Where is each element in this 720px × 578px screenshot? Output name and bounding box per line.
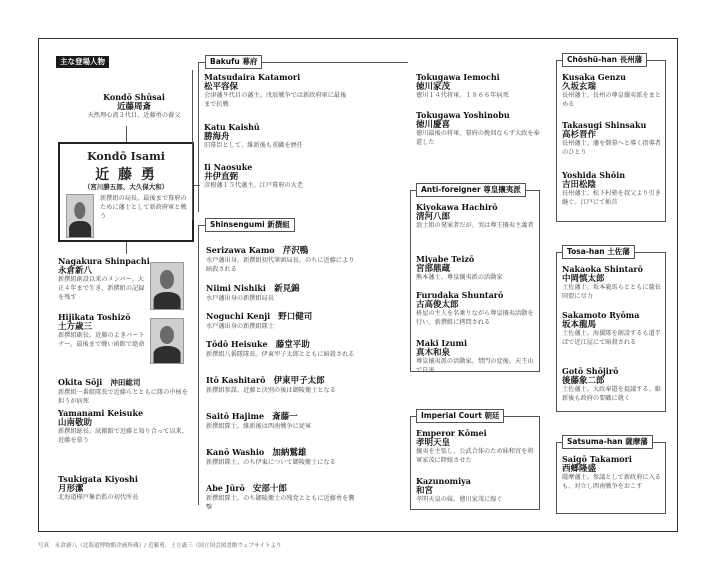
name-jp: 沖田総司 xyxy=(110,378,141,387)
name-en: Noguchi Kenji xyxy=(206,311,271,321)
bakufu-tag: Bakufu 幕府 xyxy=(205,55,262,69)
name-jp: 清河八郎 xyxy=(416,212,451,222)
name-en: Saigō Takamori xyxy=(562,454,632,464)
anti-foreigner-tag: Anti-foreigner 尊皇攘夷派 xyxy=(416,183,526,197)
name-jp: 後藤象二郎 xyxy=(562,376,605,386)
name-jp: 藤堂平助 xyxy=(275,340,310,350)
person-niimi xyxy=(206,276,356,304)
person-takasugi xyxy=(562,120,662,158)
name-en: Saitō Hajime xyxy=(206,411,265,421)
name-en: Kanō Washio xyxy=(206,447,265,457)
name-jp: 松平容保 xyxy=(204,82,239,92)
description: 新撰組創設以来のメンバー。大正４年まで生き、新撰組の記録を残す xyxy=(58,276,145,301)
person-komei xyxy=(416,428,536,466)
imperial-tag: Imperial Court 朝廷 xyxy=(416,409,504,423)
person-kano xyxy=(206,440,356,468)
description: 北海道樺戸集治監の初代所長 xyxy=(58,494,139,501)
description: 土佐藩士。坂本龍馬らとともに薩長同盟に尽力 xyxy=(562,284,661,300)
description: 土佐藩士。海援隊を創設するも道半ばで近江屋にて暗殺される xyxy=(562,330,661,346)
main-characters-label: 主な登場人物 xyxy=(56,56,109,68)
description: 浪士組の発案者だが、実は尊王攘夷主義者 xyxy=(416,222,534,229)
name-jp: 孝明天皇 xyxy=(416,438,451,448)
name-en: Furudaka Shuntarō xyxy=(416,290,504,300)
description: 新撰組総長。試衛館で近藤と知り合って以来、近藤を慕う xyxy=(58,428,188,444)
name-jp: 宮部鼎蔵 xyxy=(416,264,451,274)
person-abe xyxy=(206,476,356,513)
name-jp: 勝海舟 xyxy=(204,132,230,142)
photo-credit-caption: 写真 永倉新八（北海道博物館企画所蔵）/ 近藤勇、土方歳三（国立国会図書館ウェブサイトより xyxy=(38,543,282,549)
name-jp: 徳川家茂 xyxy=(416,82,451,92)
description: 水戸藩出身の新撰組隊士 xyxy=(206,323,275,330)
description: 徳川最後の将軍。幕府の挽回ならず大政を奉還した xyxy=(416,130,540,146)
description: 薩摩藩士。参議として新政府に入るも、対立し西南戦争をおこす xyxy=(562,474,661,490)
satsuma-tag: Satsuma-han 薩摩藩 xyxy=(562,435,653,449)
name-jp: 真木和泉 xyxy=(416,348,451,358)
name-jp: 坂本龍馬 xyxy=(562,320,597,330)
person-serizawa xyxy=(206,238,356,275)
name-en: Tsukigata Kiyoshi xyxy=(58,474,138,484)
description: 新撰組隊士。のち御陵衛士の残党とともに近藤勇を襲撃 xyxy=(206,495,355,511)
name-en: Takasugi Shinsaku xyxy=(562,120,647,130)
description: 旧幕臣として、維新後も重職を歴任 xyxy=(204,142,303,149)
isami-desc: 新撰組の局長。最後まで幕府のために藩士として新政府軍と戦う xyxy=(100,195,187,220)
person-kusaka xyxy=(562,72,662,110)
description: 長州藩士。長州の尊皇攘夷派をまとめる xyxy=(562,92,661,108)
name-en: Kazunomiya xyxy=(416,476,471,486)
person-nakaoka xyxy=(562,264,662,302)
person-yoshida xyxy=(562,170,662,208)
name-en: Niimi Nishiki xyxy=(206,283,266,293)
person-todo xyxy=(206,332,356,360)
name-jp: 月形潔 xyxy=(58,484,84,494)
person-nagakura xyxy=(58,256,148,302)
name-en: Serizawa Kamo xyxy=(206,245,275,255)
name-en: Kondō Shūsai xyxy=(103,92,165,102)
description: 新撰組参謀。近藤と決別の後は御陵衛士となる xyxy=(206,387,336,394)
name-en: Okita Sōji xyxy=(58,377,103,387)
name-jp: 土方歳三 xyxy=(58,322,93,332)
description: 長州藩士。松下村塾を叔父より引き継ぐ。江戸にて斬首 xyxy=(562,190,661,206)
person-ito xyxy=(206,368,356,396)
name-en: Kiyokawa Hachirō xyxy=(416,202,498,212)
description: 新撰組一番組隊長で近藤らとともに隊の中核を担うが病死 xyxy=(58,389,188,405)
name-en: Tokugawa Yoshinobu xyxy=(416,110,510,120)
person-saito xyxy=(206,404,356,432)
description: 尊皇攘夷派の活動家。禁門の変後、天王山で自害 xyxy=(416,358,534,374)
description: 新撰組隊士。維新後は西南戦争に従軍 xyxy=(206,423,312,430)
isami-name-jp: 近 藤 勇 xyxy=(95,167,157,183)
name-en: Matsudaira Katamori xyxy=(204,72,301,82)
name-jp: 和宮 xyxy=(416,486,434,496)
name-jp: 伊東甲子太郎 xyxy=(273,376,325,386)
description: 新撰組副長。近藤のよきパートナー。最後まで戦い函館で絶命 xyxy=(58,332,145,348)
person-miyabe xyxy=(416,254,536,283)
name-en: Maki Izumi xyxy=(416,338,468,348)
name-en: Ii Naosuke xyxy=(204,162,253,172)
tosa-tag: Tosa-han 土佐藩 xyxy=(562,245,635,259)
name-en: Gotō Shōjirō xyxy=(562,366,619,376)
name-en: Emperor Kōmei xyxy=(416,428,487,438)
name-en: Yoshida Shōin xyxy=(562,170,626,180)
description: 攘夷を主張し、公武合体のため妹和宮を将軍家茂に降嫁させた xyxy=(416,448,534,464)
name-jp: 井伊直弼 xyxy=(204,172,239,182)
name-en: Hijikata Toshizō xyxy=(58,312,131,322)
person-yoshinobu xyxy=(416,110,542,148)
name-jp: 高杉晋作 xyxy=(562,130,597,140)
person-hijikata xyxy=(58,312,148,350)
description: 新撰組八番隊隊長。伊東甲子太郎とともに暗殺される xyxy=(206,351,355,358)
description: 長州藩士。藩を倒幕へと導く指導者のひとり xyxy=(562,140,661,156)
description: 新撰組隊士。のち伊東について御陵衛士になる xyxy=(206,459,336,466)
name-jp: 吉田松陰 xyxy=(562,180,597,190)
description: 天然理心流３代目。近藤勇の養父 xyxy=(87,112,181,119)
name-en: Katu Kaishū xyxy=(204,122,260,132)
connector-line xyxy=(126,126,127,142)
description: 土佐藩士。大政奉還を提議する。維新後も政府の要職に就く xyxy=(562,386,661,402)
name-jp: 古高俊太郎 xyxy=(416,300,459,310)
isami-photo xyxy=(66,194,94,238)
name-jp: 斎藤一 xyxy=(272,412,298,422)
isami-alias: （宮川勝五郎、大久保大和） xyxy=(83,183,169,191)
description: 孝明天皇の妹。徳川家茂に嫁ぐ xyxy=(416,496,503,503)
person-noguchi xyxy=(206,304,356,332)
name-jp: 山南敬助 xyxy=(58,418,93,428)
name-jp: 中岡慎太郎 xyxy=(562,274,605,284)
person-matsudaira xyxy=(204,72,350,110)
name-jp: 永倉新八 xyxy=(58,266,93,276)
description: 彦根藩１５代藩主。江戸幕府の大老 xyxy=(204,182,303,189)
name-en: Tōdō Heisuke xyxy=(206,339,268,349)
shinsengumi-tag: Shinsengumi 新撰組 xyxy=(205,218,295,232)
connector-line xyxy=(126,242,127,254)
name-en: Sakamoto Ryōma xyxy=(562,310,640,320)
person-tsukigata xyxy=(58,474,188,503)
person-saigo xyxy=(562,454,662,492)
person-goto xyxy=(562,366,662,404)
name-jp: 近藤周斎 xyxy=(116,102,151,112)
name-en: Kusaka Genzu xyxy=(562,72,626,82)
name-jp: 加納鷲雄 xyxy=(272,448,307,458)
person-kiyokawa xyxy=(416,202,536,231)
person-iemochi xyxy=(416,72,542,101)
person-katsu xyxy=(204,122,350,151)
choshu-tag: Chōshū-han 長州藩 xyxy=(562,53,647,67)
description: 熊本藩士。尊皇攘夷派の活動家 xyxy=(416,274,503,281)
description: 徳川１４代将軍。１８６６年病死 xyxy=(416,92,509,99)
person-ii xyxy=(204,162,350,191)
description: 水戸藩出身の新撰組局長 xyxy=(206,295,275,302)
isami-name-en: Kondō Isami xyxy=(87,150,165,163)
person-kazunomiya xyxy=(416,476,536,505)
hijikata-photo xyxy=(150,318,184,364)
name-en: Abe Jūrō xyxy=(206,483,245,493)
person-yamanami xyxy=(58,408,188,446)
name-jp: 久坂玄瑞 xyxy=(562,82,597,92)
description: 枡屋の主人を名乗りながら尊皇攘夷活動を行い、新撰組に拷問される xyxy=(416,310,534,326)
nagakura-photo xyxy=(150,262,184,310)
name-jp: 徳川慶喜 xyxy=(416,120,451,130)
name-en: Nakaoka Shintarō xyxy=(562,264,643,274)
person-sakamoto xyxy=(562,310,662,348)
name-jp: 野口健司 xyxy=(278,312,313,322)
name-jp: 安部十郎 xyxy=(252,484,287,494)
name-en: Nagakura Shinpachi xyxy=(58,256,150,266)
name-jp: 西郷隆盛 xyxy=(562,464,597,474)
person-okita xyxy=(58,370,188,407)
name-en: Yamanami Keisuke xyxy=(58,408,144,418)
person-kondo-shusai xyxy=(64,92,204,121)
person-furudaka xyxy=(416,290,536,328)
description: 会津藩９代目の藩主。戊辰戦争では新政府軍に最後まで抗戦 xyxy=(204,92,347,108)
name-en: Itō Kashitarō xyxy=(206,375,266,385)
name-jp: 芹沢鴨 xyxy=(282,246,309,256)
person-maki xyxy=(416,338,536,376)
name-en: Miyabe Teizō xyxy=(416,254,475,264)
kondo-isami-box xyxy=(58,142,194,242)
description: 水戸藩出身。新撰組初代筆頭局長。のちに近藤により暗殺される xyxy=(206,257,355,273)
connector-line xyxy=(192,70,193,220)
name-jp: 新見錦 xyxy=(274,284,300,294)
name-en: Tokugawa Iemochi xyxy=(416,72,500,82)
